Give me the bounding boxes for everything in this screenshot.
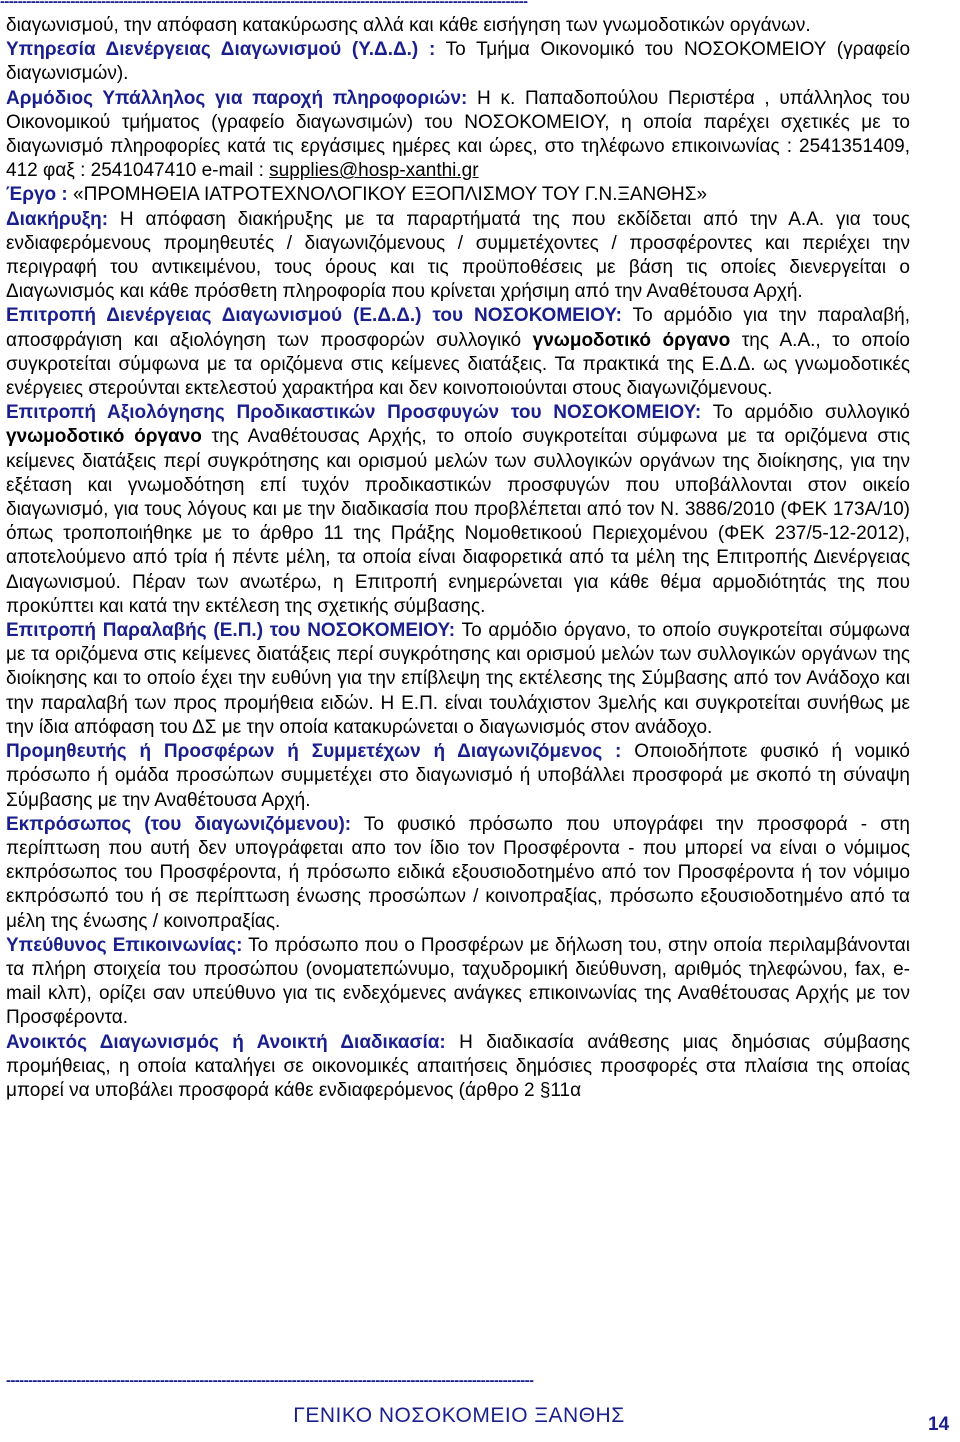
term-label: Αρμόδιος Υπάλληλος για παροχή πληροφοριών: — [6, 87, 468, 109]
definition-declaration — [6, 208, 910, 305]
term-text: Το Τμήμα Οικονομικό του ΝΟΣΟΚΟΜΕΙΟΥ (γραφείο διαγωνισμών). — [6, 39, 911, 85]
definition-open-tender — [6, 1031, 910, 1104]
term-text: Η κ. Παπαδοπούλου Περιστέρα , υπάλληλος του Οικονομικού τμήματος (γραφείο διαγωνσιμών) του ΝΟΣΟΚΟΜΕΙΟΥ, η οποία παρέχει σχετικές με το διαγωνισμό πληροφορίες κατά τις εργάσιμες ημέρες και ώρες, στο τηλέφωνο επικοινωνίας : 2541351409, 412 φαξ : 2541047410 e-mail : — [6, 87, 910, 182]
term-emphasis: γνωμοδοτικό όργανο — [6, 426, 202, 448]
term-text: Το φυσικό πρόσωπο που υπογράφει την προσφορά - στη περίπτωση που αυτή δεν υπογράφεται απο τον ίδιο τον Προσφέροντα - που μπορεί να είναι ο νόμιμος εκπρόσωπος του Προσφέροντα, ή πρόσωπο ειδικά εξουσιοδοτημένο από τον Προσφέροντα ή τον νόμιμο εκπρόσωπό του ή σε περίπτωση ένωσης προσώπων / κοινοπραξίας, πρόσωπο εξουσιοδοτημένο από τα μέλη της ένωσης / κοινοπραξίας. — [6, 813, 910, 932]
term-text: Η απόφαση διακήρυξης με τα παραρτήματά της που εκδίδεται από την Α.Α. για τους ενδιαφερόμενους προμηθευτές / διαγωνιζόμενους / συμμετέχοντες / προσφέροντες και περιέχει την περιγραφή του αντικειμένου, τους όρους και τις προϋποθέσεις με βάση τις οποίες διενεργείται ο Διαγωνισμός και κάθε πρόσθετη πληροφορία που κρίνεται χρήσιμη από την Αναθέτουσα Αρχή. — [6, 208, 910, 303]
definition-yd — [6, 38, 910, 86]
term-label: Επιτροπή Διενέργειας Διαγωνισμού (Ε.Δ.Δ.) του ΝΟΣΟΚΟΜΕΙΟΥ: — [6, 305, 622, 327]
email-link[interactable]: supplies@hosp-xanthi.gr — [269, 160, 479, 182]
definition-contact-person — [6, 934, 910, 1031]
term-label: Υπηρεσία Διενέργειας Διαγωνισμού (Υ.Δ.Δ.) : — [6, 39, 436, 61]
definition-project — [6, 183, 910, 207]
term-text: Το αρμόδιο όργανο, το οποίο συγκροτείται σύμφωνα με τα οριζόμενα στις κείμενες διατάξεις περί συγκρότησης και ορισμού μελών των συλλογικών οργάνων της διοίκησης και το οποίο έχει την ευθύνη για την επίβλεψη της εκτέλεσης της Σύμβασης από τον Ανάδοχο και την παραλαβή των προς προμήθεια ειδών. Η Ε.Π. είναι τουλάχιστον 3μελής και συγκροτείται συνήθως με την ίδια απόφαση του ΔΣ με την οποία κατακυρώνεται ο διαγωνισμός στον ανάδοχο. — [6, 620, 910, 738]
term-emphasis: γνωμοδοτικό όργανο — [532, 329, 731, 351]
term-label: Προμηθευτής ή Προσφέρων ή Συμμετέχων ή Διαγωνιζόμενος : — [6, 741, 622, 763]
footer-title: ΓΕΝΙΚΟ ΝΟΣΟΚΟΜΕΙΟ ΞΑΝΘΗΣ — [293, 1404, 625, 1427]
definition-edd — [6, 304, 910, 401]
term-label: Εκπρόσωπος (του διαγωνιζόμενου): — [6, 813, 352, 835]
document-body — [6, 14, 910, 1103]
definition-representative — [6, 813, 910, 934]
term-label: Διακήρυξη: — [6, 208, 109, 230]
paragraph-continuation: διαγωνισμού, την απόφαση κατακύρωσης αλλά και κάθε εισήγηση των γνωμοδοτικών οργάνων. — [6, 15, 811, 36]
bottom-separator: ------------------------------------------------------------------------------------------------------------------------ — [6, 1374, 534, 1388]
definition-receipt-committee — [6, 619, 910, 740]
term-text: Το αρμόδιο συλλογικό — [701, 402, 910, 424]
definition-contact-officer — [6, 87, 910, 184]
term-label: Έργο : — [6, 184, 68, 206]
term-text: Το πρόσωπο που ο Προσφέρων με δήλωση του, στην οποία περιλαμβάνονται τα πλήρη στοιχεία του προσώπου (ονοματεπώνυμο, ταχυδρομική διεύθυνση, αριθμός τηλεφώνου, fax, e-mail κλπ), ορίζει σαν υπεύθυνο για τις ενδεχόμενες ανάγκες επικοινωνίας της Αναθέτουσας Αρχής με τον Προσφέροντα. — [6, 934, 910, 1029]
page-number: 14 — [928, 1414, 950, 1435]
term-label: Υπεύθυνος Επικοινωνίας: — [6, 934, 243, 956]
term-label: Ανοικτός Διαγωνισμός ή Ανοικτή Διαδικασία: — [6, 1031, 446, 1053]
term-text: Η διαδικασία ανάθεσης μιας δημόσιας σύμβασης προμήθειας, η οποία καταλήγει σε οικονομικές απαιτήσεις δημόσιες προσφορές στα πλαίσια της οποίας μπορεί να υποβάλει προσφορά κάθε ενδιαφερόμενος (άρθρο 2 §11α — [6, 1031, 910, 1101]
definition-appeals-committee — [6, 401, 910, 619]
term-text: της Αναθέτουσας Αρχής, το οποίο συγκροτείται σύμφωνα με τα οριζόμενα στις κείμενες διατάξεις περί συγκρότησης και ορισμού μελών των συλλογικών οργάνων της διοίκησης, για την εξέταση και γνωμοδότηση επί τυχόν προδικαστικών προσφυγών που υποβάλλονται στον οικείο διαγωνισμό, για τους λόγους και με την διαδικασία που προβλέπεται από τον Ν. 3886/2010 (ΦΕΚ 173Α/10) όπως τροποποιήθηκε με το άρθρο 11 της Πράξης Νομοθετικοού Περιεχομένου (ΦΕΚ 237/5-12-2012), αποτελούμενο από τρία ή πέντε μέλη, τα οποία είναι διαφορετικά από τα μέλη της Επιτροπής Διενέργειας Διαγωνισμού. Πέραν των ανωτέρω, η Επιτροπή ενημερώνεται για κάθε θέμα αρμοδιότητάς της που προκύπτει και κατά την εκτέλεση της σχετικής σύμβασης. — [6, 426, 910, 617]
term-label: Επιτροπή Παραλαβής (Ε.Π.) του ΝΟΣΟΚΟΜΕΙΟΥ: — [6, 620, 456, 642]
definition-supplier — [6, 740, 910, 813]
term-text: Το αρμόδιο για την παραλαβή, αποσφράγιση και αξιολόγηση των προσφορών συλλογικό — [6, 305, 910, 351]
top-separator: ------------------------------------------------------------------------------------------------------------------------ — [0, 0, 528, 9]
term-label: Επιτροπή Αξιολόγησης Προδικαστικών Προσφυγών του ΝΟΣΟΚΟΜΕΙΟΥ: — [6, 402, 702, 424]
term-text: Οποιοδήποτε φυσικό ή νομικό πρόσωπο ή ομάδα προσώπων συμμετέχει στο διαγωνισμό ή υποβάλλει προσφορά με σκοπό τη σύναψη Σύμβασης με την Αναθέτουσα Αρχή. — [6, 741, 910, 811]
term-text: της Α.Α., το οποίο συγκροτείται σύμφωνα με τα οριζόμενα στις κείμενες διατάξεις. Τα πρακτικά της Ε.Δ.Δ. ως γνωμοδοτικές ενέργειες στερούνται εκτελεστού χαρακτήρα και δεν κοινοποιούνται στους διαγωνιζόμενους. — [6, 329, 910, 400]
term-text: «ΠΡΟΜΗΘΕΙΑ ΙΑΤΡΟΤΕΧΝΟΛΟΓΙΚΟΥ ΕΞΟΠΛΙΣΜΟΥ ΤΟΥ Γ.Ν.ΞΑΝΘΗΣ» — [67, 184, 708, 206]
